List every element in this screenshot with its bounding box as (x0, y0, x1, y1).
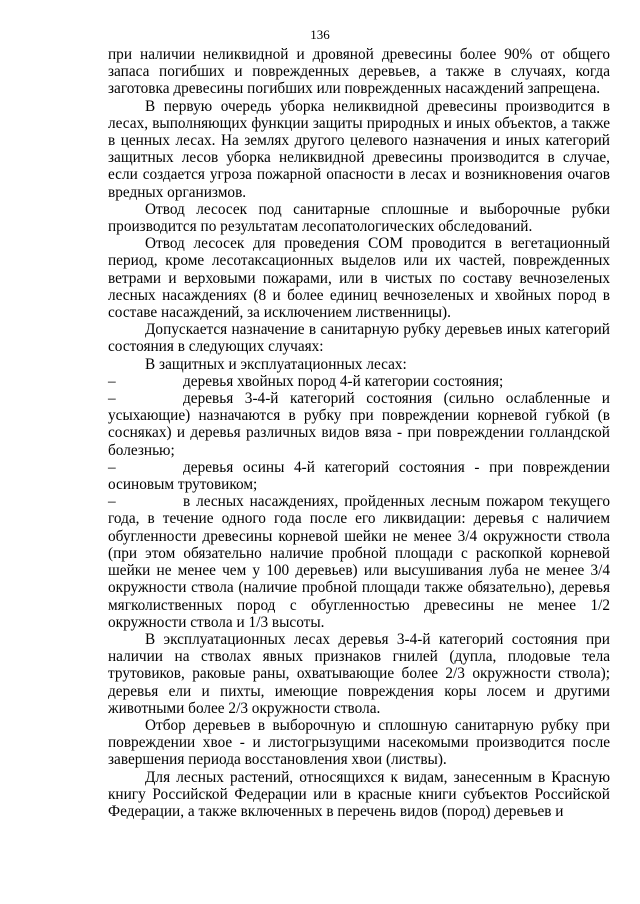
list-item-text: деревья 3-4-й категорий состояния (сильно ослабленные и усыхающие) назначаются в рубку при повреждении корневой губкой (в сосняках) и деревья различных видов вяза - при повреждении голландской болезнью; (108, 390, 610, 459)
list-item-text: деревья хвойных пород 4-й категории состояния; (183, 372, 504, 390)
paragraph-protective-forests: В защитных и эксплуатационных лесах: (145, 355, 407, 373)
list-dash: – (108, 458, 116, 476)
paragraph-som-allocation: Отвод лесосек для проведения СОМ проводится в вегетационный период, кроме лесотаксационных выделов или их частей, поврежденных ветрами и верховыми пожарами, или в чистых по составу вечнозеленых лесных насаждениях (8 и более единиц вечнозеленых и хвойных пород в составе насаждений, за исключением лиственницы). (108, 235, 610, 322)
paragraph-allowed-cases: Допускается назначение в санитарную рубку деревьев иных категорий состояния в следующих случаях: (108, 321, 610, 356)
list-dash: – (108, 390, 116, 408)
list-item (108, 390, 610, 459)
paragraph-sanitary-felling-allocation: Отвод лесосек под санитарные сплошные и выборочные рубки производится по результатам лесопатологических обследований. (108, 200, 610, 236)
list-item (108, 493, 610, 631)
page-number: 136 (310, 27, 330, 42)
list-dash: – (108, 372, 116, 390)
paragraph-cleanup-priority: В первую очередь уборка неликвидной древесины производится в лесах, выполняющих функции защиты природных и иных объектов, а также в ценных лесах. На землях другого целевого назначения и иных категорий защитных лесов уборка неликвидной древесины производится в случае, если создается угроза пожарной опасности в лесах и возникновения очагов вредных организмов. (108, 97, 610, 201)
list-item (108, 459, 610, 493)
body-text (108, 46, 610, 820)
paragraph-red-book: Для лесных растений, относящихся к видам, занесенным в Красную книгу Российской Федерации или в красные книги субъектов Российской Федерации, а также включенных в перечень видов (пород) деревьев и (108, 768, 610, 820)
list-dash: – (108, 493, 116, 511)
list-item-text: в лесных насаждениях, пройденных лесным пожаром текущего года, в течение одного года после его ликвидации: деревья с наличием обугленности древесины корневой шейки не менее 3/4 окружности ствола (при этом обязательно наличие пробной площади с раскопкой корневой шейки не менее чем у 100 деревьев) или высушивания луба не менее 3/4 окружности ствола (наличие пробной площади также обязательно), деревья мягколиственных пород с обугленностью древесины не менее 1/2 окружности ствола и 1/3 высоты. (108, 493, 610, 631)
list-item (108, 373, 610, 390)
list-item-text: деревья осины 4-й категорий состояния - при повреждении осиновым трутовиком; (108, 458, 610, 494)
paragraph-insect-damage: Отбор деревьев в выборочную и сплошную санитарную рубку при повреждении хвое - и листогрызущими насекомыми производится после завершения периода восстановления хвои (листвы). (108, 716, 610, 769)
paragraph-continuation: при наличии неликвидной и дровяной древесины более 90% от общего запаса погибших и поврежденных деревьев, а также в случаях, когда заготовка древесины погибших или поврежденных насаждений запрещена. (108, 46, 610, 98)
paragraph-exploitation-forests: В эксплуатационных лесах деревья 3-4-й категорий состояния при наличии на стволах явных признаков гнилей (дупла, плодовые тела трутовиков, раковые раны, охватывающие более 2/3 окружности ствола); деревья ели и пихты, имеющие повреждения коры лосем и другими животными более 2/3 окружности ствола. (108, 630, 610, 717)
